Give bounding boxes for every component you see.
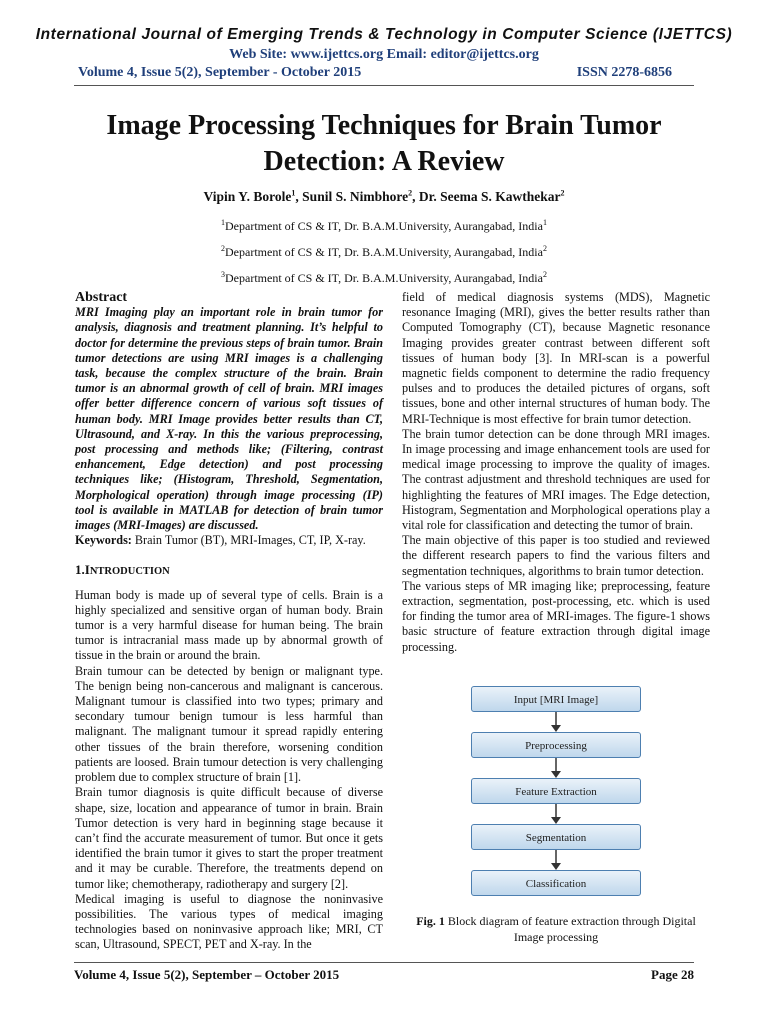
affiliation-mark: 2 [542, 270, 547, 279]
abstract-body: MRI Imaging play an important role in brain tumor for analysis, diagnosis and treatment planning. It’s helpful to doctor for determine the previous steps of brain tumor. Brain tumor detections are using MRI images is a challenging task, because the complex structure of the brain. Brain tumor is an abnormal growth of cell of brain. MRI images offer better difference concern of various soft tissues of human body. MRI Image provides better results than CT, Ultrasound, and X-ray. In this the various preprocessing, post processing and methods like; (Filtering, contrast enhancement, Edge detection) and post processing techniques like; (Histogram, Threshold, Segmentation, Morphological operation) through image processing (IP) tool is available in MATLAB for detection of brain tumor images (MRI-Images) are discussed. [75, 305, 383, 533]
author-affiliation-mark: 2 [408, 188, 413, 198]
diagram-box-classification: Classification [471, 870, 641, 896]
author-affiliation-mark: 2 [560, 188, 565, 198]
affiliation [0, 245, 768, 260]
affiliation-mark: 1 [542, 218, 547, 227]
paragraph: The brain tumor detection can be done through MRI images. In image processing and image enhancement tools are used for medical image processing to improve the quality of images. The contrast adjustment and threshold techniques are used for highlighting the features of MRI images. The Edge detection, Histogram, Segmentation and Morphological operations play a vital role for classification and detecting the tumor of brain. [402, 426, 710, 533]
down-arrow-icon [549, 850, 563, 870]
author-name: Vipin Y. Borole [203, 189, 292, 204]
page-number: Page 28 [651, 967, 694, 982]
journal-name: International Journal of Emerging Trends & Technology in Computer Science (IJETTCS) [35, 26, 733, 43]
down-arrow-icon [549, 758, 563, 778]
author-affiliation-mark: 1 [291, 188, 296, 198]
paragraph: Brain tumour can be detected by benign or malignant type. The benign being non-cancerous and malignant is cancerous. Malignant tumour is classified into two types; primary and secondary tumour benign tumour is less harmful than malignant. The malignant tumour it spread rapidly entering other tissues of the brain therefore, worsening condition patients are loosed. Brain tumour detection is very challenging problem due to complex structure of brain [1]. [75, 663, 383, 785]
affiliation-mark: 3 [221, 270, 226, 279]
keywords-label: Keywords: [75, 533, 132, 548]
paragraph: Brain tumor diagnosis is quite difficult because of diverse shape, size, location and appearance of tumor in brain. Brain Tumor detection is very hard in beginning stage because it can’t find the accurate measurement of tumor. But once it gets identified the brain tumor it gives to start the proper treatment and it may be curable. Therefore, the treatments depend on tumor like; chemotherapy, radiotherapy and surgery [2]. [75, 785, 383, 891]
down-arrow-icon [549, 712, 563, 732]
footer-volume: Volume 4, Issue 5(2), September – October 2015 [74, 967, 340, 982]
header-rule [74, 85, 694, 86]
left-column [75, 290, 383, 953]
issn: ISSN 2278-6856 [576, 65, 672, 80]
affiliation [0, 271, 768, 286]
author-name: Sunil S. Nimbhore [302, 189, 409, 204]
diagram-box-feature-extraction: Feature Extraction [471, 778, 641, 804]
affiliation-text: Department of CS & IT, Dr. B.A.M.University, Aurangabad, India [225, 245, 543, 259]
affiliation-mark: 2 [542, 244, 547, 253]
affiliation-mark: 1 [221, 218, 226, 227]
section-heading [75, 562, 383, 579]
diagram-box-segmentation: Segmentation [471, 824, 641, 850]
section-number: 1. [75, 562, 85, 578]
journal-website: Web Site: www.ijettcs.org Email: editor@ijettcs.org [229, 47, 539, 62]
paragraph: The various steps of MR imaging like; preprocessing, feature extraction, segmentation, post-processing, etc. which is used for finding the tumor area of MRI-images. The figure-1 shows basic structure of feature extraction through digital image processing. [402, 578, 710, 654]
diagram-box-preprocessing: Preprocessing [471, 732, 641, 758]
right-column [402, 290, 710, 655]
section-initial: I [84, 562, 90, 578]
paragraph: field of medical diagnosis systems (MDS), Magnetic resonance Imaging (MRI), gives the better results rather than Computed Tomography (CT), because Magnetic resonance Imaging provides greater contrast between different soft tissues of human body [3]. In MRI-scan is a powerful magnetic fields component to determine the radio frequency pulses and to produces the detailed pictures of organs, soft tissues, bone and other internal structures of human body. The MRI-Technique is most effective for brain tumor detection. [402, 290, 710, 426]
caption-text: Block diagram of feature extraction through Digital Image processing [447, 914, 696, 944]
page-footer [74, 967, 694, 983]
paragraph: Human body is made up of several type of cells. Brain is a highly specialized and sensitive organ of human body. Brain tumor is a very harmful disease for human being. The brain tumor is intracranial mass made up by abnormal growth of tissue in the brain or around the brain. [75, 587, 383, 663]
caption-label: Fig. 1 [416, 914, 445, 928]
volume-line [78, 65, 672, 81]
footer-rule [74, 962, 694, 963]
volume-info: Volume 4, Issue 5(2), September - October 2015 [78, 65, 362, 80]
keywords-text: Brain Tumor (BT), MRI-Images, CT, IP, X-ray. [134, 533, 366, 548]
author-name: Dr. Seema S. Kawthekar [418, 189, 561, 204]
abstract-heading: Abstract [75, 290, 128, 305]
paper-title: Image Processing Techniques for Brain Tumor Detection: A Review [106, 110, 662, 177]
paragraph: The main objective of this paper is too studied and reviewed the different research papers to find the various filters and segmentation techniques, algorithms to brain tumor detection. [402, 533, 710, 578]
affiliation-mark: 2 [221, 244, 226, 253]
affiliation-text: Department of CS & IT, Dr. B.A.M.University, Aurangabad, India [225, 271, 543, 285]
affiliation [0, 219, 768, 234]
author-list: Vipin Y. Borole$^1$, Sunil S. Nimbhore$^2$, Dr. Seema S. Kawthekar$^2$ [203, 188, 565, 204]
section-title-rest: NTRODUCTION [89, 566, 170, 578]
diagram-box-input: Input [MRI Image] [471, 686, 641, 712]
down-arrow-icon [549, 804, 563, 824]
paragraph: Medical imaging is useful to diagnose the noninvasive possibilities. The various types of medical imaging technologies based on noninvasive approach like; MRI, CT scan, Ultrasound, SPECT, PET and X-ray. In the [75, 891, 383, 952]
figure-caption [402, 913, 710, 945]
affiliation-text: Department of CS & IT, Dr. B.A.M.University, Aurangabad, India [225, 219, 543, 233]
keywords [75, 533, 383, 548]
